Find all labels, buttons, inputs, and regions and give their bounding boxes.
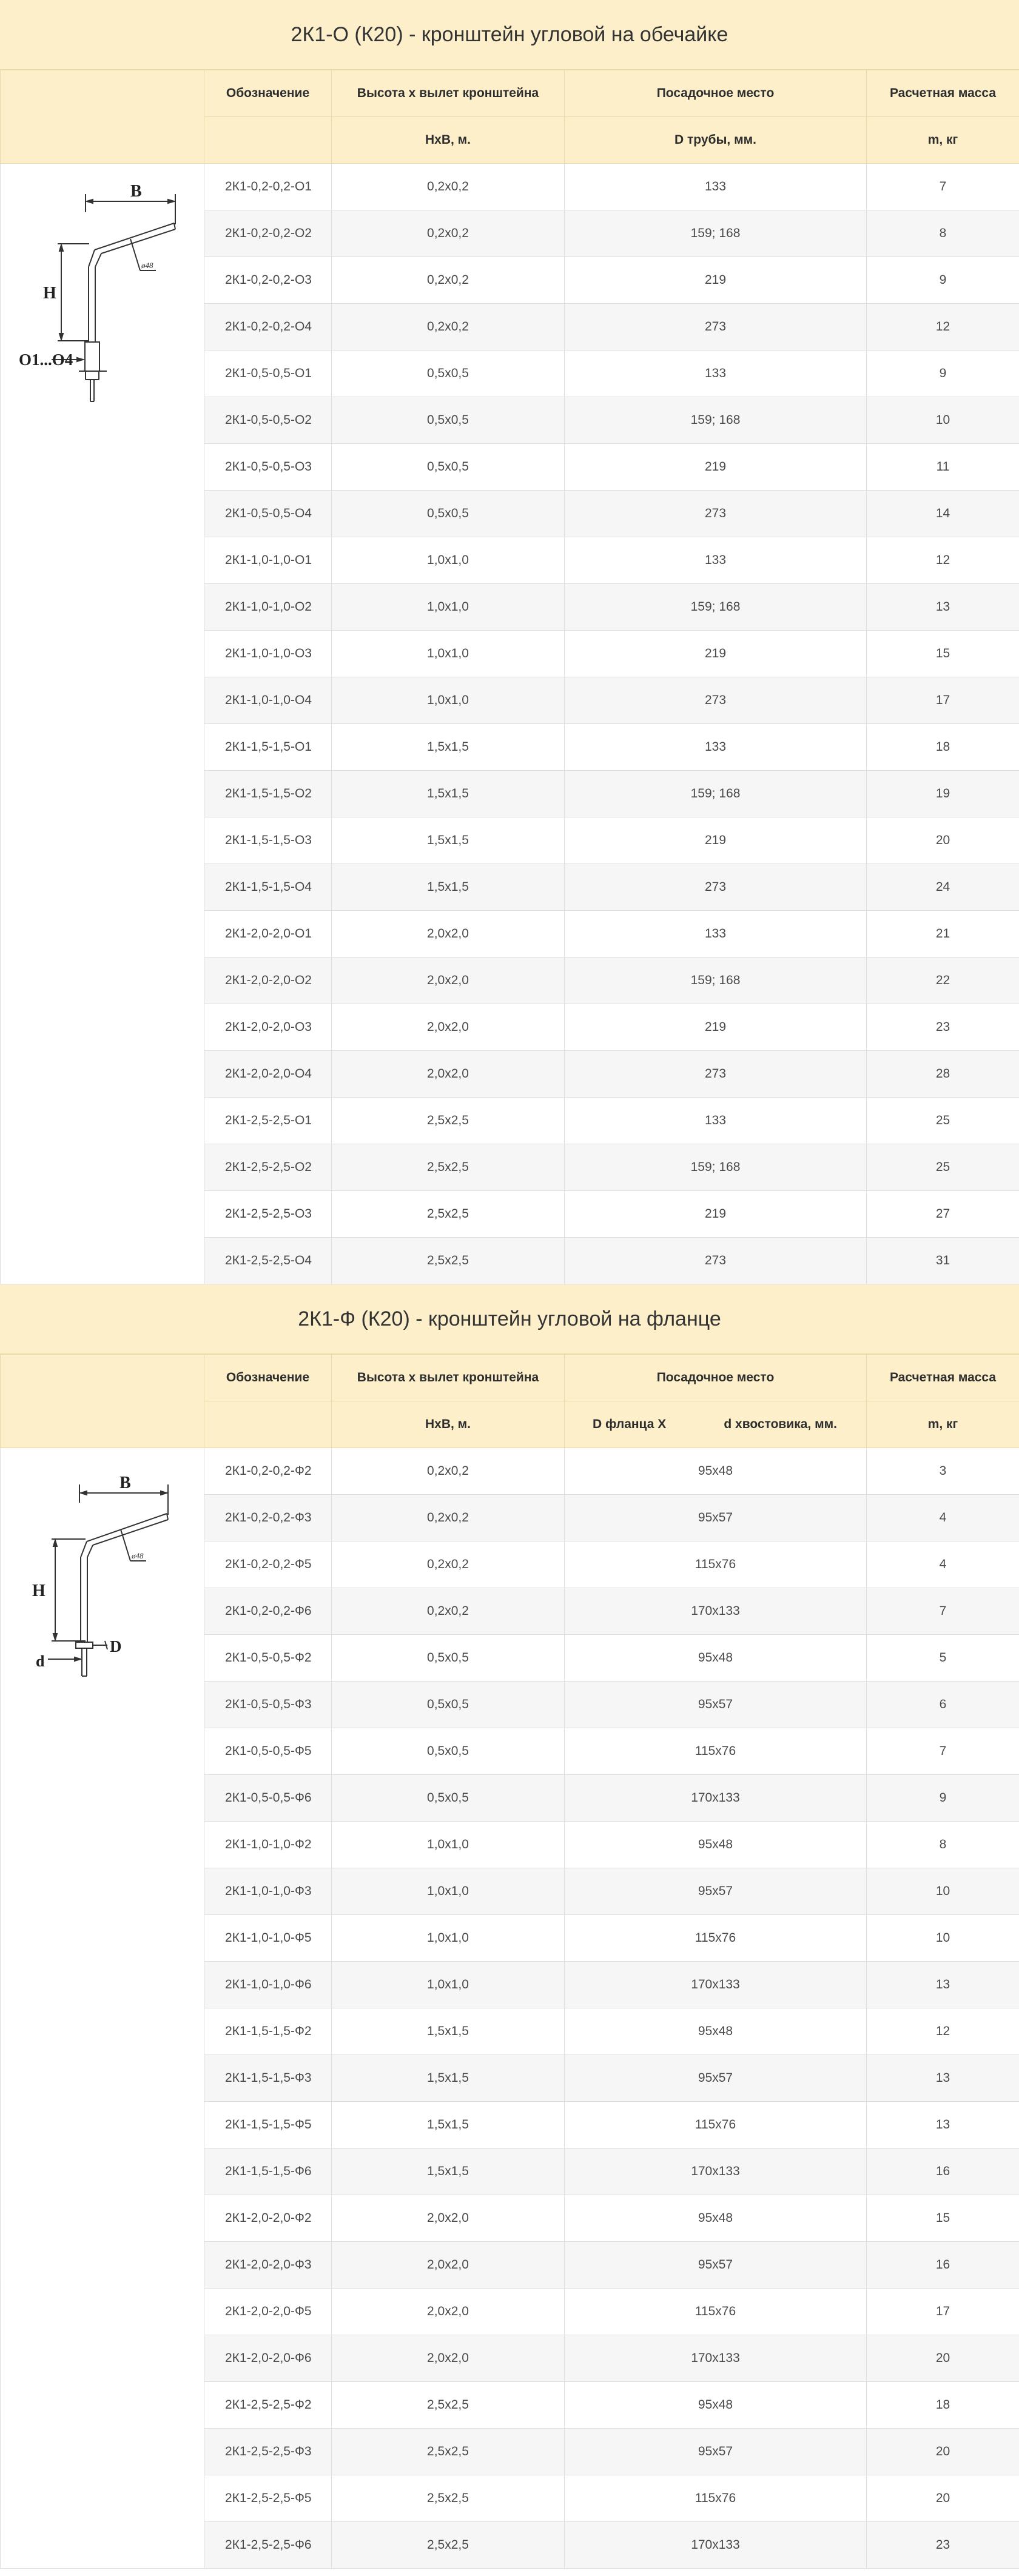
designation-cell: 2К1-1,5-1,5-Ф6 xyxy=(204,2148,332,2195)
seat-cell: 170х133 xyxy=(565,2522,867,2569)
table-row xyxy=(1,164,1019,210)
size-cell: 2,0х2,0 xyxy=(332,1051,565,1098)
size-cell: 1,5х1,5 xyxy=(332,2055,565,2102)
seat-cell: 115х76 xyxy=(565,2475,867,2522)
designation-cell: 2К1-2,5-2,5-Ф2 xyxy=(204,2382,332,2429)
designation-cell: 2К1-0,5-0,5-О1 xyxy=(204,351,332,397)
mass-cell: 9 xyxy=(867,351,1019,397)
mass-cell: 13 xyxy=(867,1962,1019,2008)
designation-cell: 2К1-2,0-2,0-О1 xyxy=(204,911,332,958)
designation-cell: 2К1-1,0-1,0-О3 xyxy=(204,631,332,677)
size-cell: 2,0х2,0 xyxy=(332,2289,565,2335)
size-cell: 2,5х2,5 xyxy=(332,2429,565,2475)
header-designation-unit xyxy=(204,1401,332,1448)
mass-cell: 23 xyxy=(867,2522,1019,2569)
designation-cell: 2К1-2,5-2,5-Ф6 xyxy=(204,2522,332,2569)
seat-cell: 95х48 xyxy=(565,2382,867,2429)
header-size-unit: HхB, м. xyxy=(332,117,565,164)
seat-cell: 159; 168 xyxy=(565,397,867,444)
mass-cell: 10 xyxy=(867,1868,1019,1915)
designation-cell: 2К1-1,5-1,5-О1 xyxy=(204,724,332,771)
mass-cell: 20 xyxy=(867,2335,1019,2382)
bracket-table xyxy=(0,1354,1019,2569)
mass-cell: 5 xyxy=(867,1635,1019,1682)
seat-cell: 219 xyxy=(565,257,867,304)
mass-cell: 18 xyxy=(867,724,1019,771)
mass-cell: 13 xyxy=(867,2055,1019,2102)
mass-cell: 7 xyxy=(867,1588,1019,1635)
mass-cell: 11 xyxy=(867,444,1019,491)
header-designation: Обозначение xyxy=(204,1355,332,1401)
bracket-table xyxy=(0,70,1019,1284)
designation-cell: 2К1-2,0-2,0-О4 xyxy=(204,1051,332,1098)
size-cell: 2,0х2,0 xyxy=(332,2335,565,2382)
header-size-unit: HхB, м. xyxy=(332,1401,565,1448)
header-seat-unit xyxy=(565,1401,867,1448)
size-cell: 1,5х1,5 xyxy=(332,2102,565,2148)
size-cell: 0,5х0,5 xyxy=(332,1682,565,1728)
mass-cell: 25 xyxy=(867,1098,1019,1144)
header-mass-unit: m, кг xyxy=(867,1401,1019,1448)
designation-cell: 2К1-1,0-1,0-Ф2 xyxy=(204,1822,332,1868)
seat-cell: 170х133 xyxy=(565,1588,867,1635)
size-cell: 0,5х0,5 xyxy=(332,1728,565,1775)
header-image-cell xyxy=(1,70,204,164)
designation-cell: 2К1-2,0-2,0-Ф3 xyxy=(204,2242,332,2289)
seat-cell: 159; 168 xyxy=(565,210,867,257)
designation-cell: 2К1-0,5-0,5-О4 xyxy=(204,491,332,537)
mass-cell: 7 xyxy=(867,164,1019,210)
table-body xyxy=(1,1448,1019,2569)
seat-cell: 133 xyxy=(565,1098,867,1144)
designation-cell: 2К1-1,5-1,5-Ф3 xyxy=(204,2055,332,2102)
size-cell: 1,5х1,5 xyxy=(332,2148,565,2195)
seat-cell: 133 xyxy=(565,537,867,584)
size-cell: 1,5х1,5 xyxy=(332,2008,565,2055)
dim-b-label: B xyxy=(130,182,142,201)
seat-cell: 95х57 xyxy=(565,2242,867,2289)
seat-cell: 219 xyxy=(565,817,867,864)
designation-cell: 2К1-1,5-1,5-Ф2 xyxy=(204,2008,332,2055)
section-title: 2К1-Ф (К20) - кронштейн угловой на фланце xyxy=(0,1284,1019,1354)
designation-cell: 2К1-0,2-0,2-Ф3 xyxy=(204,1495,332,1541)
designation-cell: 2К1-1,5-1,5-О2 xyxy=(204,771,332,817)
size-cell: 1,5х1,5 xyxy=(332,771,565,817)
mass-cell: 16 xyxy=(867,2148,1019,2195)
designation-cell: 2К1-2,0-2,0-Ф6 xyxy=(204,2335,332,2382)
size-cell: 1,5х1,5 xyxy=(332,864,565,911)
size-cell: 0,2х0,2 xyxy=(332,304,565,351)
size-cell: 2,5х2,5 xyxy=(332,1191,565,1238)
dim-h-label: H xyxy=(32,1581,45,1600)
size-cell: 2,0х2,0 xyxy=(332,2242,565,2289)
mass-cell: 12 xyxy=(867,2008,1019,2055)
seat-cell: 273 xyxy=(565,1051,867,1098)
header-mass-unit: m, кг xyxy=(867,117,1019,164)
seat-cell: 133 xyxy=(565,351,867,397)
seat-cell: 133 xyxy=(565,164,867,210)
bracket-shell-drawing xyxy=(1,164,204,418)
section-title: 2К1-О (К20) - кронштейн угловой на обечайке xyxy=(0,0,1019,70)
size-cell: 0,2х0,2 xyxy=(332,1448,565,1495)
header-size: Высота х вылет кронштейна xyxy=(332,70,565,117)
size-cell: 2,5х2,5 xyxy=(332,1238,565,1284)
mass-cell: 10 xyxy=(867,397,1019,444)
seat-cell: 115х76 xyxy=(565,1915,867,1962)
bracket-flange-drawing xyxy=(1,1448,204,1691)
seat-cell: 170х133 xyxy=(565,1962,867,2008)
mass-cell: 21 xyxy=(867,911,1019,958)
size-cell: 0,5х0,5 xyxy=(332,444,565,491)
designation-cell: 2К1-1,0-1,0-Ф6 xyxy=(204,1962,332,2008)
designation-cell: 2К1-2,0-2,0-О3 xyxy=(204,1004,332,1051)
designation-cell: 2К1-1,5-1,5-Ф5 xyxy=(204,2102,332,2148)
dim-h-label: H xyxy=(43,284,56,303)
size-cell: 2,0х2,0 xyxy=(332,1004,565,1051)
size-cell: 2,5х2,5 xyxy=(332,1144,565,1191)
size-cell: 2,5х2,5 xyxy=(332,2522,565,2569)
seat-cell: 133 xyxy=(565,911,867,958)
seat-cell: 273 xyxy=(565,1238,867,1284)
header-mass: Расчетная масса xyxy=(867,1355,1019,1401)
seat-cell: 95х57 xyxy=(565,2055,867,2102)
designation-cell: 2К1-2,0-2,0-Ф2 xyxy=(204,2195,332,2242)
size-cell: 1,0х1,0 xyxy=(332,1962,565,2008)
mass-cell: 13 xyxy=(867,2102,1019,2148)
header-seat-unit-right: d хвостовика, мм. xyxy=(724,1417,837,1431)
seat-cell: 159; 168 xyxy=(565,958,867,1004)
size-cell: 0,5х0,5 xyxy=(332,491,565,537)
designation-cell: 2К1-1,0-1,0-О4 xyxy=(204,677,332,724)
seat-cell: 159; 168 xyxy=(565,771,867,817)
header-seat: Посадочное место xyxy=(565,1355,867,1401)
pipe-diameter-label: ø48 xyxy=(141,261,153,270)
designation-cell: 2К1-2,5-2,5-О1 xyxy=(204,1098,332,1144)
mass-cell: 17 xyxy=(867,677,1019,724)
mass-cell: 4 xyxy=(867,1495,1019,1541)
designation-cell: 2К1-2,0-2,0-Ф5 xyxy=(204,2289,332,2335)
designation-cell: 2К1-0,2-0,2-О1 xyxy=(204,164,332,210)
designation-cell: 2К1-0,5-0,5-Ф2 xyxy=(204,1635,332,1682)
size-cell: 1,0х1,0 xyxy=(332,1915,565,1962)
designation-cell: 2К1-0,2-0,2-Ф6 xyxy=(204,1588,332,1635)
seat-cell: 95х48 xyxy=(565,2008,867,2055)
designation-cell: 2К1-1,5-1,5-О3 xyxy=(204,817,332,864)
seat-cell: 115х76 xyxy=(565,1541,867,1588)
size-cell: 0,5х0,5 xyxy=(332,1775,565,1822)
designation-cell: 2К1-0,2-0,2-О2 xyxy=(204,210,332,257)
mass-cell: 20 xyxy=(867,2429,1019,2475)
designation-cell: 2К1-1,0-1,0-О2 xyxy=(204,584,332,631)
size-cell: 2,5х2,5 xyxy=(332,1098,565,1144)
size-cell: 0,2х0,2 xyxy=(332,210,565,257)
mass-cell: 23 xyxy=(867,1004,1019,1051)
designation-cell: 2К1-2,0-2,0-О2 xyxy=(204,958,332,1004)
seat-cell: 95х57 xyxy=(565,1682,867,1728)
seat-cell: 170х133 xyxy=(565,1775,867,1822)
seat-cell: 159; 168 xyxy=(565,584,867,631)
size-cell: 1,5х1,5 xyxy=(332,724,565,771)
mass-cell: 12 xyxy=(867,304,1019,351)
dim-b-label: B xyxy=(119,1474,131,1492)
designation-cell: 2К1-0,2-0,2-Ф2 xyxy=(204,1448,332,1495)
designation-cell: 2К1-2,5-2,5-О3 xyxy=(204,1191,332,1238)
designation-cell: 2К1-0,2-0,2-О3 xyxy=(204,257,332,304)
dim-d-flange-label: D xyxy=(110,1637,122,1655)
mass-cell: 8 xyxy=(867,210,1019,257)
designation-cell: 2К1-0,2-0,2-Ф5 xyxy=(204,1541,332,1588)
mass-cell: 15 xyxy=(867,2195,1019,2242)
designation-cell: 2К1-2,5-2,5-О4 xyxy=(204,1238,332,1284)
seat-cell: 170х133 xyxy=(565,2148,867,2195)
mass-cell: 4 xyxy=(867,1541,1019,1588)
mass-cell: 24 xyxy=(867,864,1019,911)
size-cell: 0,2х0,2 xyxy=(332,257,565,304)
table-row xyxy=(1,1448,1019,1495)
seat-cell: 115х76 xyxy=(565,2289,867,2335)
seat-cell: 95х57 xyxy=(565,1495,867,1541)
seat-cell: 115х76 xyxy=(565,1728,867,1775)
designation-cell: 2К1-0,5-0,5-Ф6 xyxy=(204,1775,332,1822)
size-cell: 2,0х2,0 xyxy=(332,2195,565,2242)
seat-cell: 115х76 xyxy=(565,2102,867,2148)
size-cell: 0,2х0,2 xyxy=(332,1495,565,1541)
mass-cell: 6 xyxy=(867,1682,1019,1728)
header-seat-unit: D трубы, мм. xyxy=(565,117,867,164)
section-obechayka xyxy=(0,0,1019,1284)
size-cell: 1,0х1,0 xyxy=(332,677,565,724)
size-cell: 1,0х1,0 xyxy=(332,584,565,631)
designation-cell: 2К1-1,0-1,0-Ф3 xyxy=(204,1868,332,1915)
header-mass: Расчетная масса xyxy=(867,70,1019,117)
dim-d-tail-label: d xyxy=(36,1652,45,1670)
header-size: Высота х вылет кронштейна xyxy=(332,1355,565,1401)
designation-cell: 2К1-2,5-2,5-О2 xyxy=(204,1144,332,1191)
designation-cell: 2К1-0,5-0,5-Ф5 xyxy=(204,1728,332,1775)
mass-cell: 9 xyxy=(867,257,1019,304)
mass-cell: 12 xyxy=(867,537,1019,584)
mass-cell: 3 xyxy=(867,1448,1019,1495)
seat-cell: 219 xyxy=(565,1191,867,1238)
size-cell: 2,5х2,5 xyxy=(332,2475,565,2522)
seat-cell: 95х57 xyxy=(565,1868,867,1915)
mass-cell: 16 xyxy=(867,2242,1019,2289)
seat-cell: 219 xyxy=(565,444,867,491)
mass-cell: 10 xyxy=(867,1915,1019,1962)
mass-cell: 31 xyxy=(867,1238,1019,1284)
seat-cell: 273 xyxy=(565,677,867,724)
seat-cell: 95х48 xyxy=(565,1448,867,1495)
mass-cell: 15 xyxy=(867,631,1019,677)
mass-cell: 25 xyxy=(867,1144,1019,1191)
seat-cell: 95х48 xyxy=(565,1822,867,1868)
seat-cell: 170х133 xyxy=(565,2335,867,2382)
seat-cell: 273 xyxy=(565,864,867,911)
pipe-diameter-label: ø48 xyxy=(132,1551,144,1560)
designation-cell: 2К1-0,5-0,5-О3 xyxy=(204,444,332,491)
designation-cell: 2К1-2,5-2,5-Ф3 xyxy=(204,2429,332,2475)
size-cell: 0,2х0,2 xyxy=(332,1541,565,1588)
size-cell: 0,5х0,5 xyxy=(332,351,565,397)
header-seat-unit-left: D фланца X xyxy=(593,1417,667,1431)
size-cell: 1,0х1,0 xyxy=(332,631,565,677)
size-cell: 0,5х0,5 xyxy=(332,1635,565,1682)
seat-cell: 159; 168 xyxy=(565,1144,867,1191)
drawing-cell xyxy=(1,164,204,1284)
mass-cell: 17 xyxy=(867,2289,1019,2335)
header-seat: Посадочное место xyxy=(565,70,867,117)
mass-cell: 9 xyxy=(867,1775,1019,1822)
seat-cell: 95х48 xyxy=(565,2195,867,2242)
seat-cell: 219 xyxy=(565,1004,867,1051)
drawing-cell xyxy=(1,1448,204,2569)
size-cell: 2,5х2,5 xyxy=(332,2382,565,2429)
size-cell: 2,0х2,0 xyxy=(332,958,565,1004)
section-flanec xyxy=(0,1284,1019,2569)
seat-cell: 219 xyxy=(565,631,867,677)
mass-cell: 19 xyxy=(867,771,1019,817)
designation-cell: 2К1-1,0-1,0-О1 xyxy=(204,537,332,584)
size-cell: 1,0х1,0 xyxy=(332,1822,565,1868)
size-cell: 0,5х0,5 xyxy=(332,397,565,444)
dim-o-label: O1...O4 xyxy=(19,351,73,369)
designation-cell: 2К1-0,5-0,5-О2 xyxy=(204,397,332,444)
mass-cell: 20 xyxy=(867,2475,1019,2522)
size-cell: 0,2х0,2 xyxy=(332,164,565,210)
mass-cell: 14 xyxy=(867,491,1019,537)
mass-cell: 28 xyxy=(867,1051,1019,1098)
size-cell: 1,0х1,0 xyxy=(332,537,565,584)
mass-cell: 20 xyxy=(867,817,1019,864)
mass-cell: 22 xyxy=(867,958,1019,1004)
header-designation: Обозначение xyxy=(204,70,332,117)
table-body xyxy=(1,164,1019,1284)
size-cell: 2,0х2,0 xyxy=(332,911,565,958)
seat-cell: 273 xyxy=(565,491,867,537)
seat-cell: 95х57 xyxy=(565,2429,867,2475)
designation-cell: 2К1-2,5-2,5-Ф5 xyxy=(204,2475,332,2522)
size-cell: 1,5х1,5 xyxy=(332,817,565,864)
designation-cell: 2К1-1,5-1,5-О4 xyxy=(204,864,332,911)
header-designation-unit xyxy=(204,117,332,164)
size-cell: 0,2х0,2 xyxy=(332,1588,565,1635)
mass-cell: 27 xyxy=(867,1191,1019,1238)
mass-cell: 18 xyxy=(867,2382,1019,2429)
seat-cell: 273 xyxy=(565,304,867,351)
designation-cell: 2К1-0,2-0,2-О4 xyxy=(204,304,332,351)
mass-cell: 7 xyxy=(867,1728,1019,1775)
size-cell: 1,0х1,0 xyxy=(332,1868,565,1915)
designation-cell: 2К1-1,0-1,0-Ф5 xyxy=(204,1915,332,1962)
header-image-cell xyxy=(1,1355,204,1448)
mass-cell: 13 xyxy=(867,584,1019,631)
mass-cell: 8 xyxy=(867,1822,1019,1868)
designation-cell: 2К1-0,5-0,5-Ф3 xyxy=(204,1682,332,1728)
seat-cell: 95х48 xyxy=(565,1635,867,1682)
seat-cell: 133 xyxy=(565,724,867,771)
